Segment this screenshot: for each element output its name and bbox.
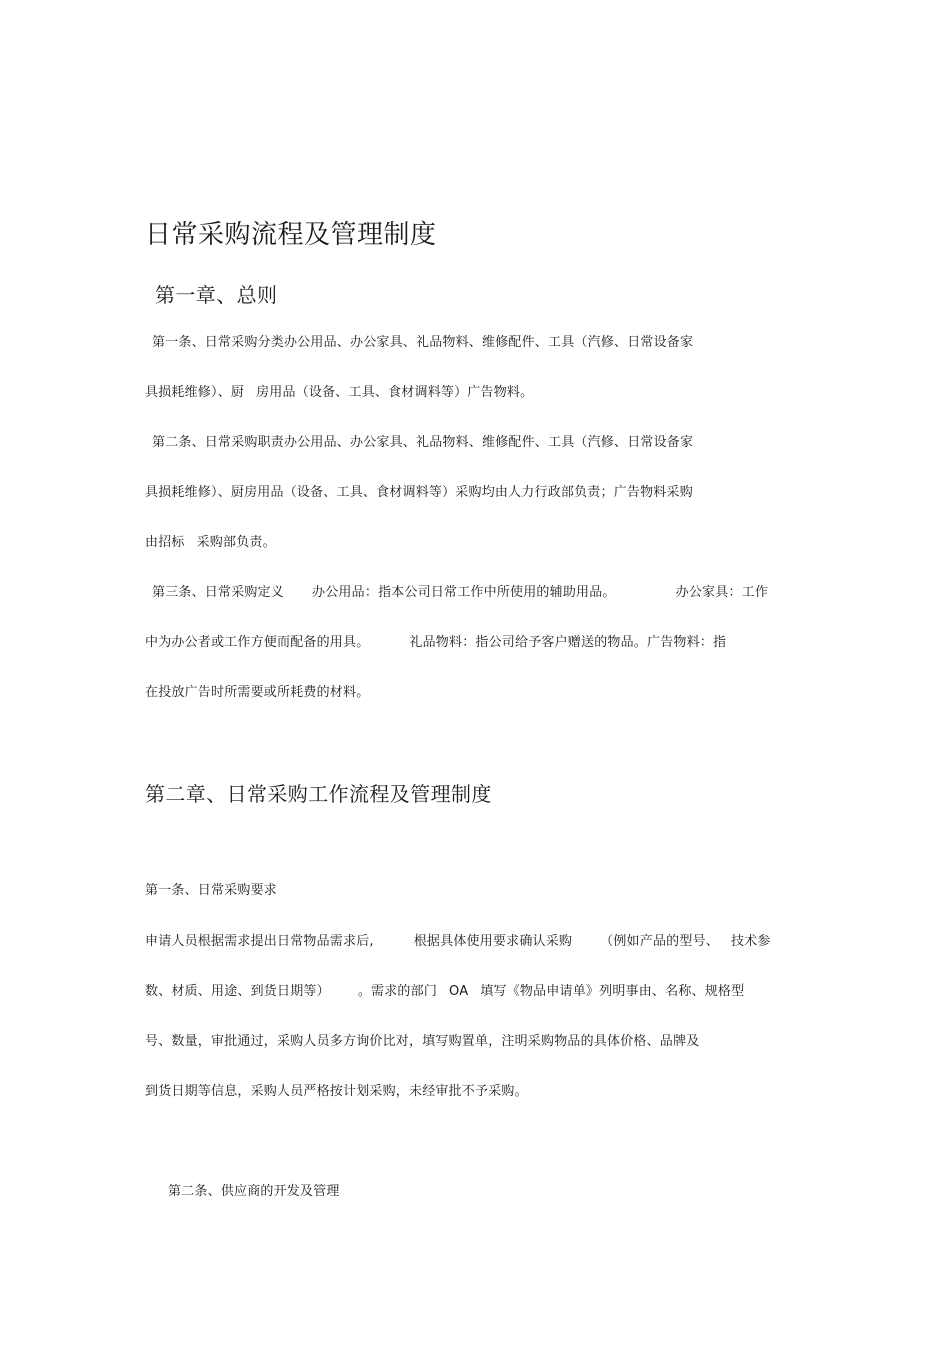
chapter-2-article-1-line-2: [145, 983, 744, 1001]
chapter-2-article-1-line-4: 到货日期等信息，采购人员严格按计划采购，未经审批不予采购。: [145, 1084, 528, 1099]
text-segment: 具损耗维修）、厨: [145, 385, 245, 400]
text-segment: 由招标: [145, 535, 185, 550]
chapter-2-heading: 第二章、日常采购工作流程及管理制度: [145, 782, 492, 806]
text-segment: 。需求的部门: [357, 984, 438, 999]
chapter-2-article-1-line-1: [145, 933, 771, 951]
chapter-1-article-1-line-1: 第一条、日常采购分类办公用品、办公家具、礼品物料、维修配件、工具（汽修、日常设备家: [152, 335, 694, 350]
chapter-1-article-2-line-3: [145, 534, 276, 552]
text-segment: 房用品（设备、工具、食材调料等）广告物料。: [256, 385, 534, 400]
text-segment: 礼品物料：指公司给予客户赠送的物品。广告物料：指: [409, 635, 727, 650]
chapter-1-heading: 第一章、总则: [155, 283, 278, 307]
text-segment: 办公家具：工作: [675, 585, 769, 600]
text-segment: 数、材质、用途、到货日期等）: [145, 984, 330, 999]
text-segment: 根据具体使用要求确认采购: [413, 934, 573, 949]
chapter-2-article-1-heading: 第一条、日常采购要求: [145, 883, 278, 898]
text-segment: 中为办公者或工作方便而配备的用具。: [145, 635, 370, 650]
text-segment: 办公用品：指本公司日常工作中所使用的辅助用品。: [312, 585, 616, 600]
text-segment: 填写《物品申请单》列明事由、名称、规格型: [480, 984, 745, 999]
chapter-1-article-1-line-2: [145, 384, 533, 402]
chapter-1-article-2-line-1: 第二条、日常采购职责办公用品、办公家具、礼品物料、维修配件、工具（汽修、日常设备家: [152, 435, 694, 450]
text-segment: 第三条、日常采购定义: [152, 585, 285, 600]
text-segment: 技术参: [730, 934, 771, 949]
document-title: 日常采购流程及管理制度: [145, 220, 437, 250]
text-segment: 申请人员根据需求提出日常物品需求后,: [145, 934, 374, 949]
text-segment: （例如产品的型号、: [600, 934, 719, 949]
chapter-1-article-2-line-2: 具损耗维修）、厨房用品（设备、工具、食材调料等）采购均由人力行政部负责；广告物料采购: [145, 485, 693, 500]
chapter-2-article-2-heading: 第二条、供应商的开发及管理: [168, 1184, 340, 1199]
chapter-1-article-3-line-2: [145, 634, 726, 652]
text-segment: 采购部负责。: [196, 535, 276, 550]
text-segment: OA: [449, 984, 469, 999]
chapter-2-article-1-line-3: 号、数量，审批通过，采购人员多方询价比对，填写购置单，注明采购物品的具体价格、品牌及: [145, 1034, 700, 1049]
chapter-1-article-3-line-3: 在投放广告时所需要或所耗费的材料。: [145, 685, 370, 700]
chapter-1-article-3-line-1: [152, 584, 768, 602]
